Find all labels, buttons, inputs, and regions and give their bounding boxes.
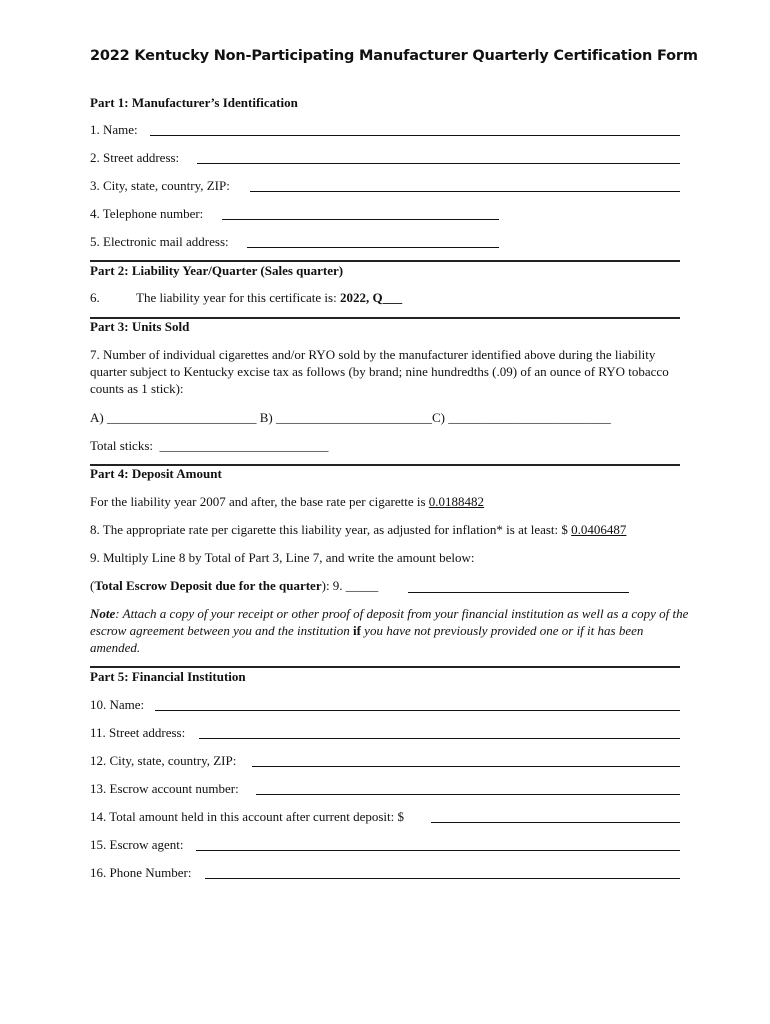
- institution-city-label: 12. City, state, country, ZIP:: [90, 753, 237, 768]
- institution-street-label: 11. Street address:: [90, 725, 186, 740]
- base-rate-line: For the liability year 2007 and after, the base rate per cigarette is 0.0188482: [90, 494, 485, 509]
- base-rate-value: 0.0188482: [428, 494, 485, 509]
- units-sold-paragraph: 7. Number of individual cigarettes and/or RYO sold by the manufacturer identified above during the liability quarter subject to Kentucky excise tax as follows (by brand; nine hundredths (.09) of an ounce of RYO tobacco counts as 1 stick):: [90, 347, 669, 396]
- liability-year-value[interactable]: 2022, Q___: [339, 290, 403, 305]
- manufacturer-city-field[interactable]: [250, 191, 680, 192]
- note-label: Note: [90, 606, 116, 621]
- part4-heading: Part 4: Deposit Amount: [90, 466, 222, 481]
- total-sticks-line: [90, 438, 329, 454]
- escrow-deposit-field[interactable]: [408, 592, 629, 593]
- total-held-label: 14. Total amount held in this account after current deposit: $: [90, 809, 405, 824]
- part3-heading: Part 3: Units Sold: [90, 319, 190, 334]
- escrow-account-field[interactable]: [256, 794, 680, 795]
- section-divider: [90, 260, 680, 262]
- escrow-deposit-line: (Total Escrow Deposit due for the quarter): 9. _____: [90, 578, 379, 593]
- institution-street-field[interactable]: [199, 738, 680, 739]
- manufacturer-telephone-label: 4. Telephone number:: [90, 206, 204, 221]
- brand-sales-line[interactable]: A) _______________________ B) ________________________C) _________________________: [90, 410, 611, 425]
- manufacturer-city-label: 3. City, state, country, ZIP:: [90, 178, 230, 193]
- manufacturer-telephone-field[interactable]: [222, 219, 499, 220]
- manufacturer-street-label: 2. Street address:: [90, 150, 180, 165]
- manufacturer-email-field[interactable]: [247, 247, 499, 248]
- manufacturer-name-field[interactable]: [150, 135, 680, 136]
- total-sticks-label: Total sticks:: [90, 438, 154, 453]
- institution-city-field[interactable]: [252, 766, 680, 767]
- escrow-agent-field[interactable]: [196, 850, 680, 851]
- escrow-agent-label: 15. Escrow agent:: [90, 837, 184, 852]
- manufacturer-email-label: 5. Electronic mail address:: [90, 234, 229, 249]
- part5-heading: Part 5: Financial Institution: [90, 669, 246, 684]
- institution-name-field[interactable]: [155, 710, 680, 711]
- total-held-field[interactable]: [431, 822, 680, 823]
- escrow-account-label: 13. Escrow account number:: [90, 781, 239, 796]
- institution-phone-label: 16. Phone Number:: [90, 865, 192, 880]
- liability-year-label: The liability year for this certificate is: 2022, Q___: [136, 290, 403, 305]
- manufacturer-street-field[interactable]: [197, 163, 680, 164]
- part2-heading: Part 2: Liability Year/Quarter (Sales quarter): [90, 263, 344, 278]
- deposit-note: Note: Attach a copy of your receipt or other proof of deposit from your financial institution as well as a copy of the escrow agreement between you and the institution if you have not previously provided one or if it has been amended.: [90, 606, 689, 655]
- adjusted-rate-line: 8. The appropriate rate per cigarette this liability year, as adjusted for inflation* is at least: $ 0.0406487: [90, 522, 627, 537]
- manufacturer-name-label: 1. Name:: [90, 122, 138, 137]
- institution-name-label: 10. Name:: [90, 697, 145, 712]
- form-title: 2022 Kentucky Non-Participating Manufacturer Quarterly Certification Form: [90, 48, 698, 64]
- total-sticks-field[interactable]: __________________________: [159, 438, 329, 453]
- escrow-deposit-label: Total Escrow Deposit due for the quarter: [94, 578, 322, 593]
- part1-heading: Part 1: Manufacturer’s Identification: [90, 95, 298, 110]
- institution-phone-field[interactable]: [205, 878, 680, 879]
- adjusted-rate-value: 0.0406487: [571, 522, 627, 537]
- section-divider: [90, 666, 680, 668]
- liability-year-number: 6.: [90, 290, 100, 305]
- multiply-instruction: 9. Multiply Line 8 by Total of Part 3, Line 7, and write the amount below:: [90, 550, 475, 565]
